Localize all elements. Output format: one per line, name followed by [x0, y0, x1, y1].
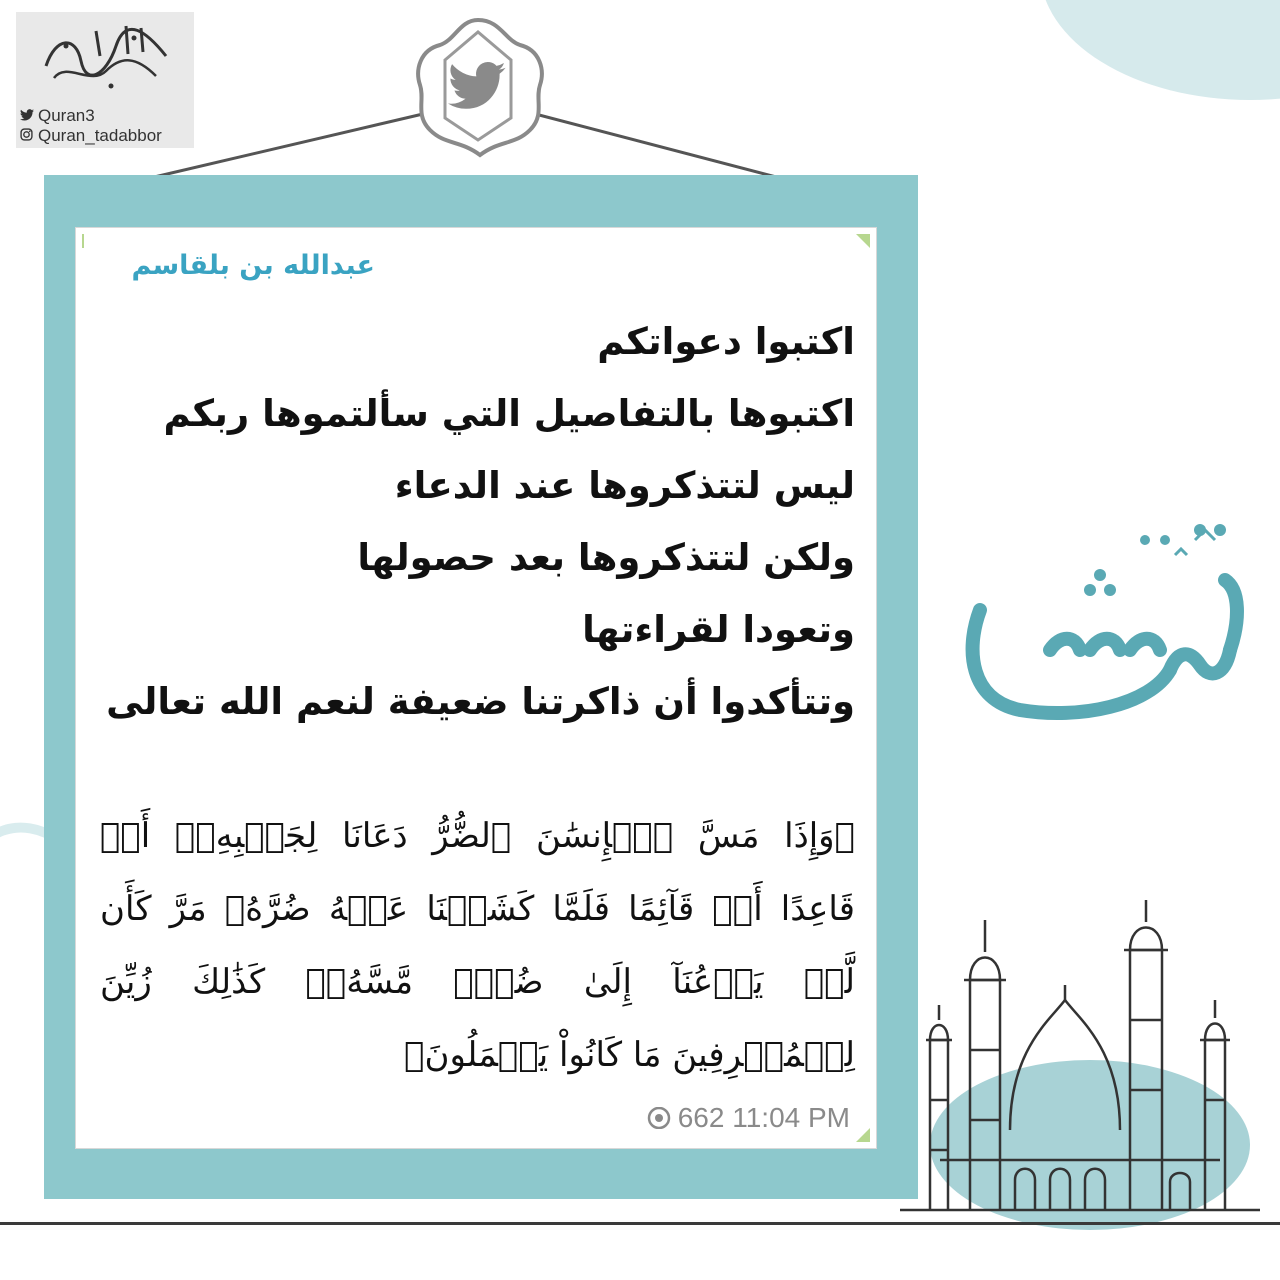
- message-line: وتتأكدوا أن ذاكرتنا ضعيفة لنعم الله تعالى: [106, 680, 855, 723]
- message-line: وتعودا لقراءتها: [582, 608, 855, 651]
- instagram-handle: Quran_tadabbor: [38, 126, 162, 145]
- frame-hanger: [0, 0, 1280, 200]
- quran-verse: ﴿وَإِذَا مَسَّ ٱلۡإِنسَٰنَ ٱلضُّرُّ دَعَانَا لِجَنۢبِهِۦٓ أَوۡ قَاعِدًا أَوۡ قَآئِمًا فَلَمَّا كَشَفۡنَا عَنۡهُ ضُرَّهُۥ مَرَّ كَأَن لَّمۡ يَدۡعُنَآ إِلَىٰ ضُرّٖ مَّسَّهُۥۚ كَذَٰلِكَ زُيِّنَ لِلۡمُسۡرِفِينَ مَا كَانُواْ يَعۡمَلُونَ﴾: [100, 816, 855, 1075]
- message-line: ولكن لتتذكروها بعد حصولها: [357, 536, 855, 579]
- message-line: اكتبوا دعواتكم: [597, 320, 855, 363]
- post-time: 11:04 PM: [732, 1102, 850, 1133]
- corner-accent: [856, 1128, 870, 1142]
- post-message: [106, 306, 855, 738]
- post-author-container: [100, 250, 375, 281]
- mosque-illustration: [900, 900, 1260, 1220]
- corner-accent: [82, 234, 84, 248]
- view-count: 662: [677, 1102, 725, 1133]
- ground-line: [0, 1222, 1280, 1225]
- message-line: اكتبوها بالتفاصيل التي سألتموها ربكم: [163, 392, 855, 435]
- twitter-handle: Quran3: [38, 106, 95, 125]
- eye-icon: [646, 1104, 672, 1136]
- message-line: ليس لتتذكروها عند الدعاء: [394, 464, 855, 507]
- corner-accent: [856, 234, 870, 248]
- post-meta: [600, 1102, 850, 1136]
- naqsh-calligraphy: [940, 500, 1270, 740]
- post-author[interactable]: عبدالله بن بلقاسم: [131, 250, 375, 281]
